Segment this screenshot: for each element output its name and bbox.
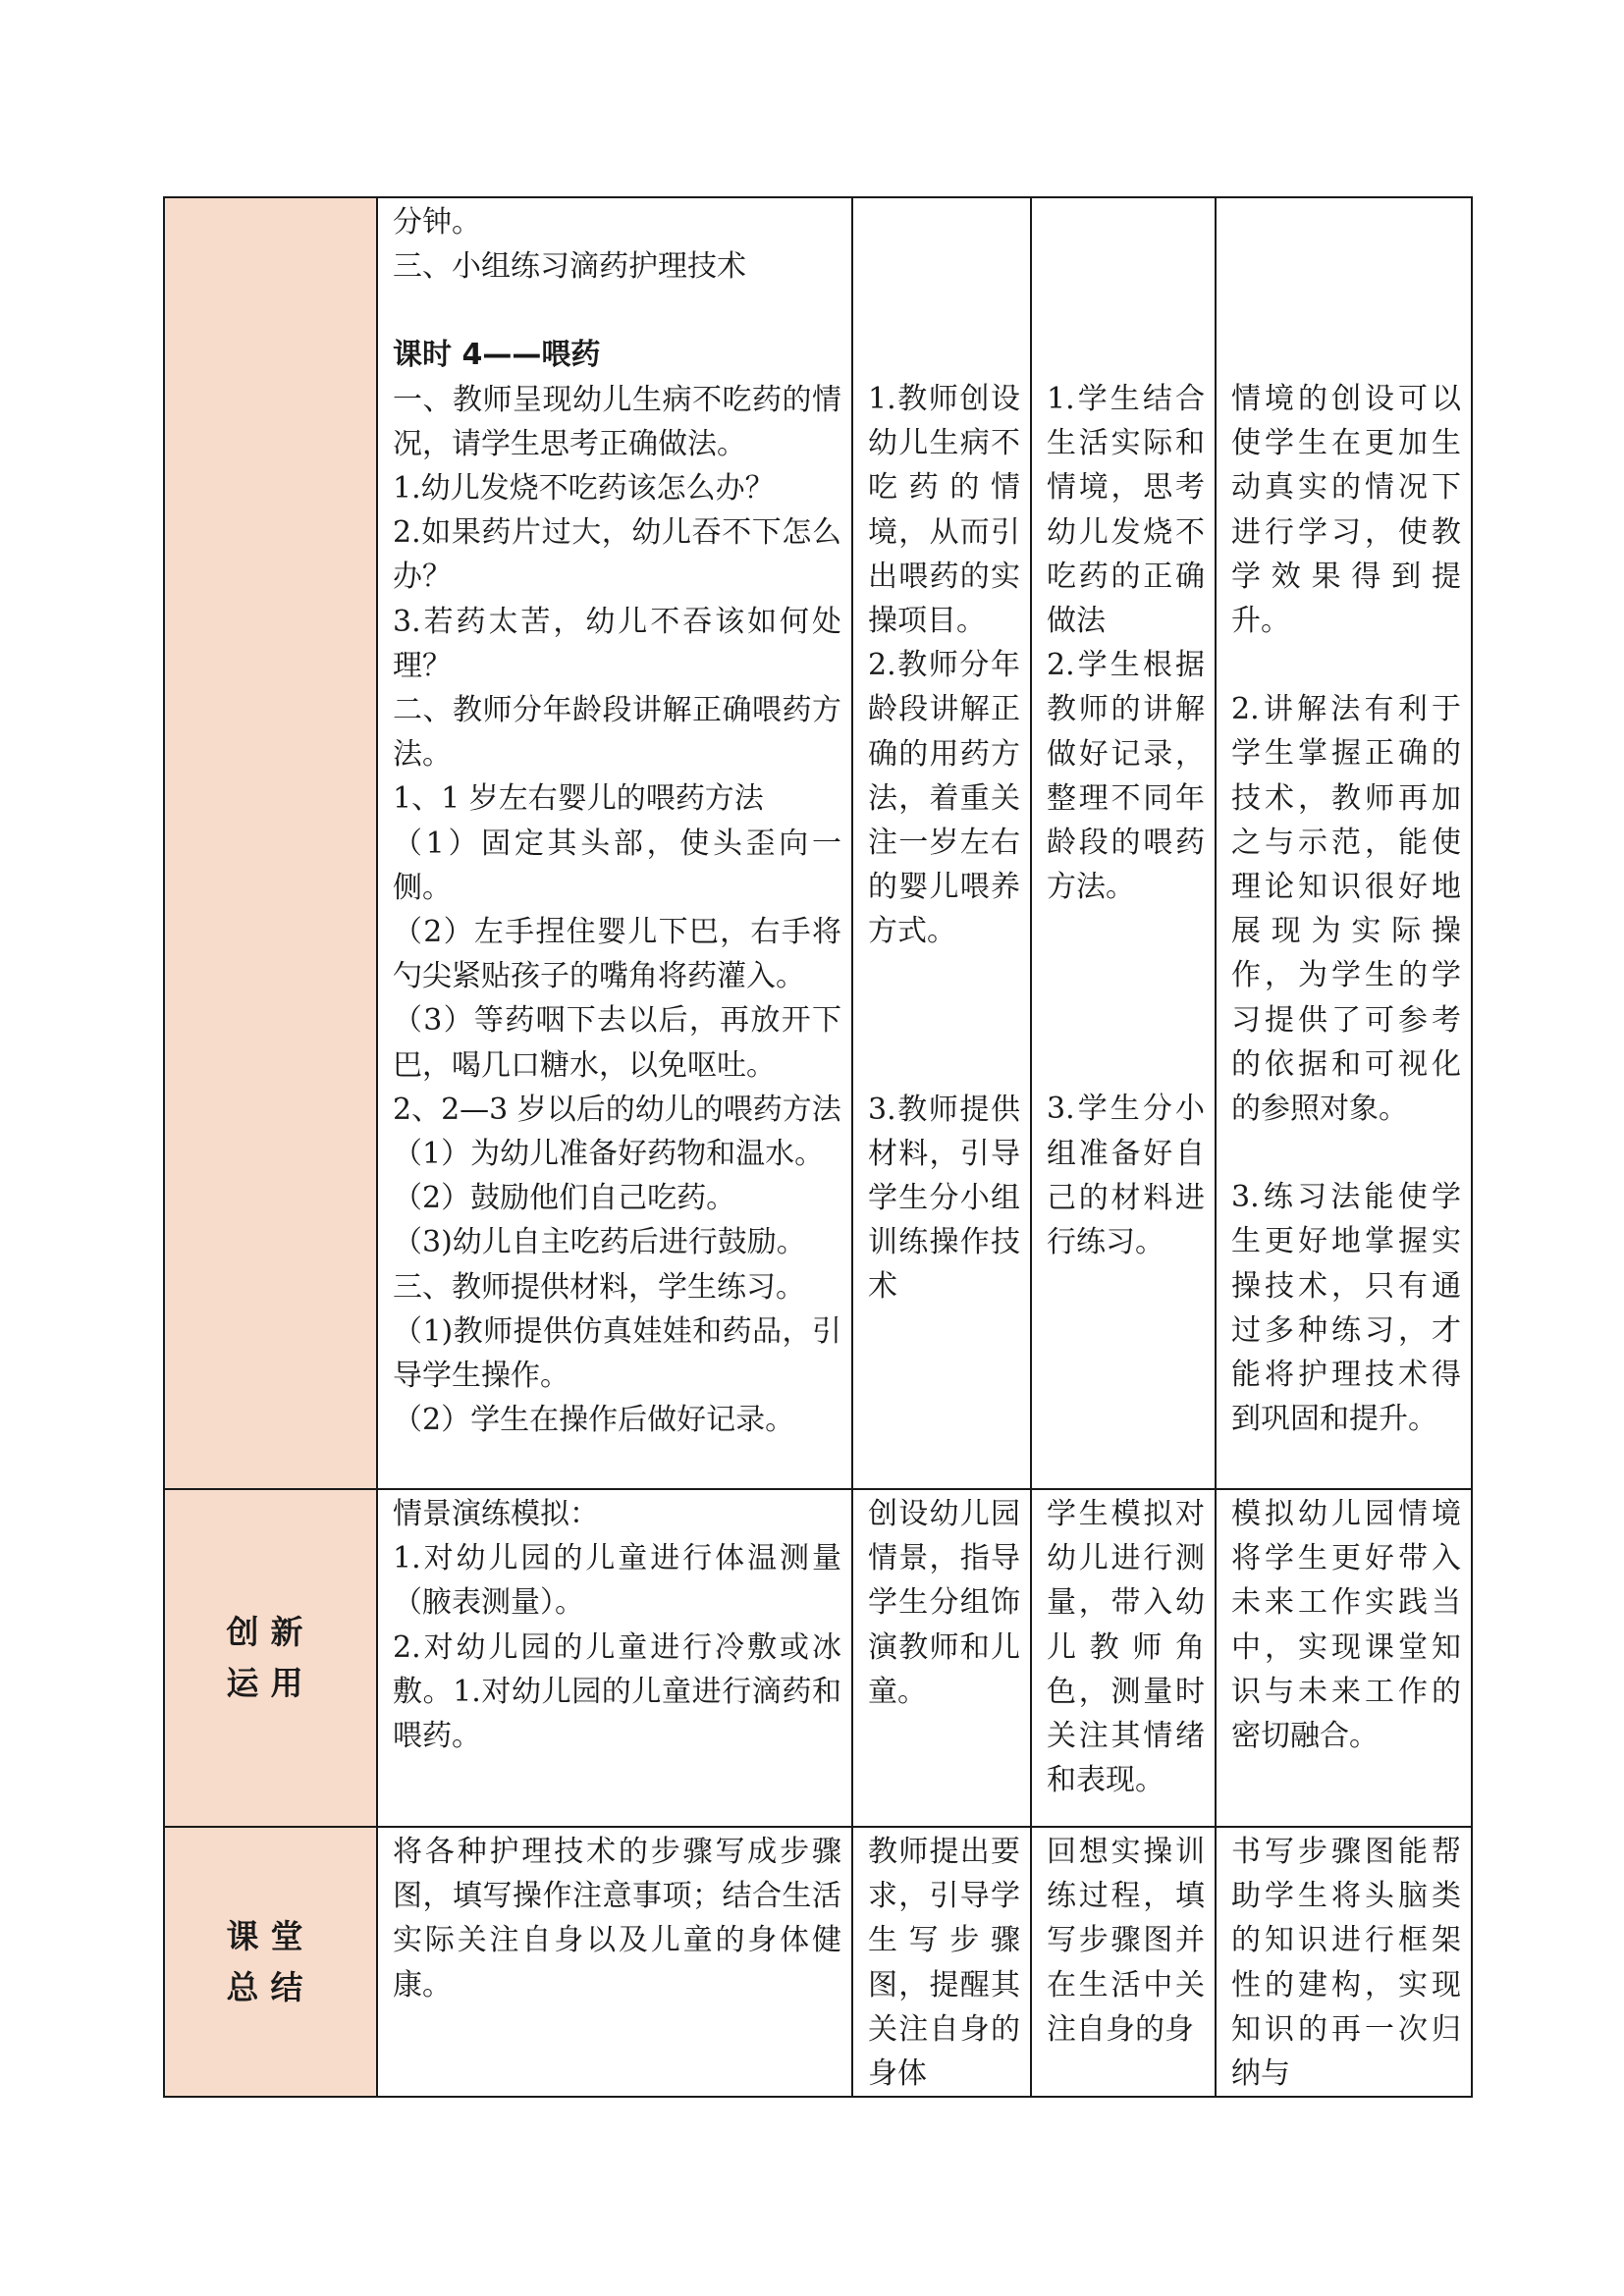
student-activity-cell <box>1031 1827 1216 2097</box>
teacher-activity: 教师提出要求，引导学生写步骤图，提醒其关注自身的身体 <box>868 1835 1020 2092</box>
table-row <box>164 197 1472 1489</box>
table-row <box>164 1827 1472 2097</box>
section-label: 课堂总结 <box>226 1916 315 2006</box>
spacer <box>868 954 1020 1088</box>
teacher-activity: 3.教师提供材料，引导学生分小组训练操作技术 <box>868 1092 1020 1305</box>
content-cell <box>377 1827 852 2097</box>
teacher-activity-cell <box>852 1827 1031 2097</box>
teacher-activity-cell <box>852 1489 1031 1827</box>
design-purpose-cell <box>1216 1489 1472 1827</box>
content-line: （2）鼓励他们自己吃药。 <box>393 1181 736 1216</box>
content-line: （3）等药咽下去以后，再放开下巴，喝几口糖水，以免呕吐。 <box>393 1003 841 1083</box>
student-activity: 学生模拟对幼儿进行测量，带入幼儿教师角色，测量时关注其情绪和表现。 <box>1047 1497 1205 1798</box>
section-label-cell <box>164 1489 377 1827</box>
content-line: （1)教师提供仿真娃娃和药品，引导学生操作。 <box>393 1313 841 1394</box>
content-line: 1.对幼儿园的儿童进行体温测量（腋表测量）。 <box>393 1541 841 1621</box>
content-line: 2.对幼儿园的儿童进行冷敷或冰敷。1.对幼儿园的儿童进行滴药和喂药。 <box>393 1629 841 1754</box>
design-purpose-cell <box>1216 1827 1472 2097</box>
student-activity-cell <box>1031 197 1216 1489</box>
lesson-plan-table <box>163 196 1473 2098</box>
design-purpose: 情境的创设可以使学生在更加生动真实的情况下进行学习，使教学效果得到提升。 <box>1231 382 1461 639</box>
student-activity: 1.学生结合生活实际和情境，思考幼儿发烧不吃药的正确做法 <box>1047 382 1205 639</box>
content-line: 2.如果药片过大，幼儿吞不下怎么办？ <box>393 515 841 595</box>
design-purpose: 书写步骤图能帮助学生将头脑类的知识进行框架性的建构，实现知识的再一次归纳与 <box>1231 1835 1461 2092</box>
spacer <box>868 200 1020 377</box>
design-purpose: 模拟幼儿园情境将学生更好带入未来工作实践当中，实现课堂知识与未来工作的密切融合。 <box>1231 1497 1461 1754</box>
student-activity: 3.学生分小组准备好自己的材料进行练习。 <box>1047 1092 1205 1260</box>
content-line: （3)幼儿自主吃药后进行鼓励。 <box>393 1225 806 1260</box>
spacer <box>1231 643 1461 687</box>
content-line: 一、教师呈现幼儿生病不吃药的情况，请学生思考正确做法。 <box>393 382 841 461</box>
teacher-activity-cell <box>852 197 1031 1489</box>
student-activity: 回想实操训练过程，填写步骤图并在生活中关注自身的身 <box>1047 1835 1205 2047</box>
content-line: （1）为幼儿准备好药物和温水。 <box>393 1137 825 1172</box>
content-line: 2、2—3 岁以后的幼儿的喂药方法 <box>393 1092 841 1127</box>
content-line: 分钟。 <box>393 205 481 240</box>
spacer <box>1047 909 1205 1087</box>
content-line: （2）左手捏住婴儿下巴，右手将勺尖紧贴孩子的嘴角将药灌入。 <box>393 915 841 994</box>
section-label: 创新运用 <box>226 1613 315 1702</box>
spacer <box>1231 1131 1461 1175</box>
content-line: 3.若药太苦，幼儿不吞该如何处理？ <box>393 604 841 683</box>
content-line: 将各种护理技术的步骤写成步骤图，填写操作注意事项；结合生活实际关注自身以及儿童的身体健康。 <box>393 1835 841 2002</box>
lesson-heading: 课时 4——喂药 <box>393 338 601 373</box>
content-line: 情景演练模拟： <box>393 1497 599 1531</box>
teacher-activity: 创设幼儿园情景，指导学生分组饰演教师和儿童。 <box>868 1497 1020 1709</box>
student-activity: 2.学生根据教师的讲解做好记录，整理不同年龄段的喂药方法。 <box>1047 648 1205 905</box>
design-purpose: 2.讲解法有利于学生掌握正确的技术，教师再加之与示范，能使理论知识很好地展现为实际操作，为学生的学习提供了可参考的依据和可视化的参照对象。 <box>1231 692 1461 1127</box>
content-line: （2）学生在操作后做好记录。 <box>393 1403 795 1438</box>
spacer <box>393 289 841 333</box>
design-purpose: 3.练习法能使学生更好地掌握实操技术，只有通过多种练习，才能将护理技术得到巩固和提升。 <box>1231 1180 1461 1437</box>
section-label-cell <box>164 197 377 1489</box>
content-cell <box>377 197 852 1489</box>
table-row <box>164 1489 1472 1827</box>
content-line: 三、小组练习滴药护理技术 <box>393 249 746 285</box>
spacer <box>1047 200 1205 377</box>
content-line: 二、教师分年龄段讲解正确喂药方法。 <box>393 693 841 773</box>
content-cell <box>377 1489 852 1827</box>
student-activity-cell <box>1031 1489 1216 1827</box>
content-line: 三、教师提供材料，学生练习。 <box>393 1269 805 1305</box>
content-line: （1）固定其头部，使头歪向一侧。 <box>393 826 841 905</box>
design-purpose-cell <box>1216 197 1472 1489</box>
spacer <box>1231 200 1461 377</box>
teacher-activity: 1.教师创设幼儿生病不吃药的情境，从而引出喂药的实操项目。 <box>868 382 1020 639</box>
content-line: 1、1 岁左右婴儿的喂药方法 <box>393 781 764 817</box>
teacher-activity: 2.教师分年龄段讲解正确的用药方法，着重关注一岁左右的婴儿喂养方式。 <box>868 648 1020 949</box>
content-line: 1.幼儿发烧不吃药该怎么办？ <box>393 471 775 507</box>
section-label-cell <box>164 1827 377 2097</box>
